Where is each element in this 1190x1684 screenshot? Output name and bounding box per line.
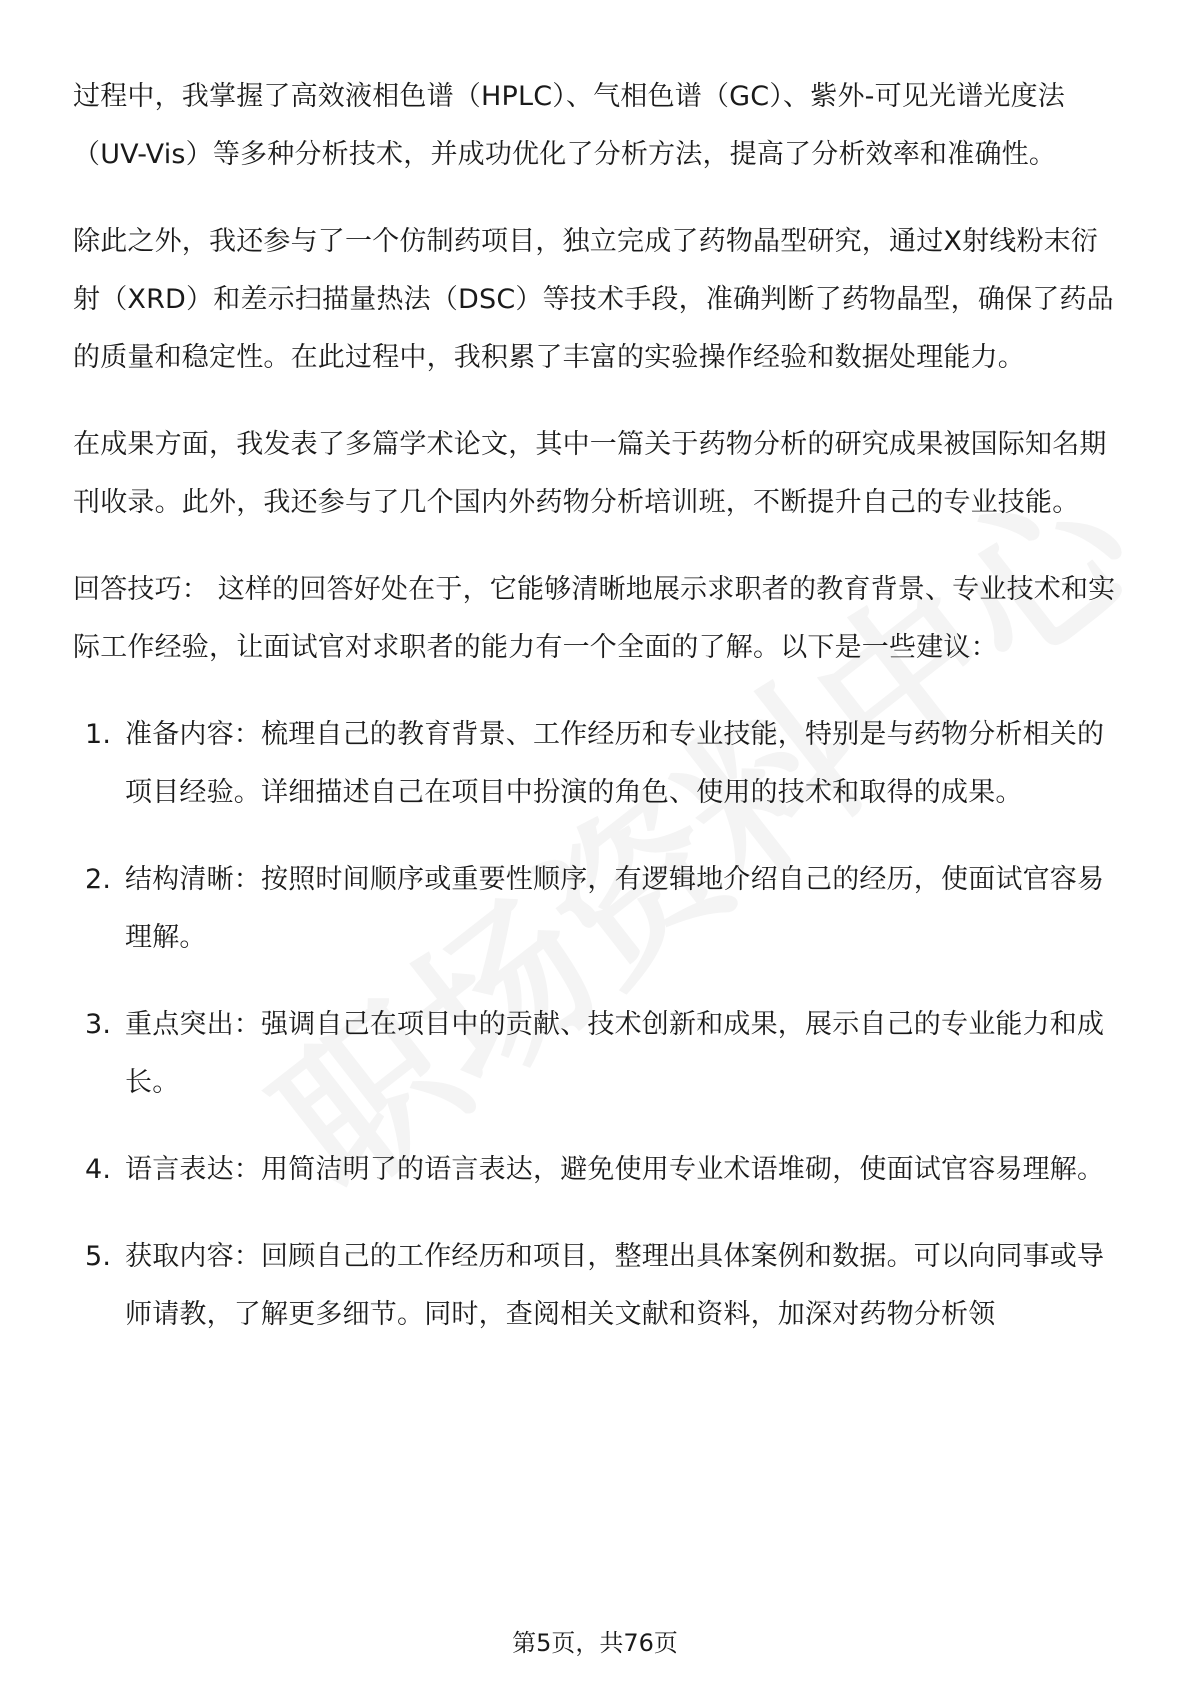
list-item-text: 结构清晰：按照时间顺序或重要性顺序，有逻辑地介绍自己的经历，使面试官容易理解。: [125, 864, 1105, 953]
list-item: [73, 1141, 1123, 1199]
list-item-text: 获取内容：回顾自己的工作经历和项目，整理出具体案例和数据。可以向同事或导师请教，了解更多细节。同时，查阅相关文献和资料，加深对药物分析领: [125, 1241, 1105, 1330]
paragraph-generic-drug-project: 除此之外，我还参与了一个仿制药项目，独立完成了药物晶型研究，通过X射线粉末衍射（XRD）和差示扫描量热法（DSC）等技术手段，准确判断了药物晶型，确保了药品的质量和稳定性。在此过程中，我积累了丰富的实验操作经验和数据处理能力。: [73, 226, 1114, 373]
list-item: [73, 1228, 1123, 1344]
list-item: [73, 706, 1123, 822]
list-item-number: 2.: [85, 864, 112, 895]
page-content: [73, 68, 1123, 1373]
paragraph-answer-tips: 回答技巧： 这样的回答好处在于，它能够清晰地展示求职者的教育背景、专业技术和实际工作经验，让面试官对求职者的能力有一个全面的了解。以下是一些建议：: [73, 574, 1116, 663]
list-item-number: 1.: [85, 719, 112, 750]
list-item: [73, 996, 1123, 1112]
list-item-number: 3.: [85, 1009, 112, 1040]
list-item-text: 准备内容：梳理自己的教育背景、工作经历和专业技能，特别是与药物分析相关的项目经验。详细描述自己在项目中扮演的角色、使用的技术和取得的成果。: [125, 719, 1105, 808]
page-number-footer: 第5页，共76页: [512, 1629, 678, 1657]
list-item-number: 5.: [85, 1241, 112, 1272]
paragraph-achievements: 在成果方面，我发表了多篇学术论文，其中一篇关于药物分析的研究成果被国际知名期刊收录。此外，我还参与了几个国内外药物分析培训班，不断提升自己的专业技能。: [73, 429, 1107, 518]
list-item-text: 重点突出：强调自己在项目中的贡献、技术创新和成果，展示自己的专业能力和成长。: [125, 1009, 1105, 1098]
tips-list: [73, 706, 1123, 1344]
list-item-text: 语言表达：用简洁明了的语言表达，避免使用专业术语堆砌，使面试官容易理解。: [125, 1154, 1105, 1185]
list-item: [73, 851, 1123, 967]
list-item-number: 4.: [85, 1154, 112, 1185]
paragraph-analysis-techniques: 过程中，我掌握了高效液相色谱（HPLC）、气相色谱（GC）、紫外-可见光谱光度法（UV-Vis）等多种分析技术，并成功优化了分析方法，提高了分析效率和准确性。: [73, 81, 1065, 170]
